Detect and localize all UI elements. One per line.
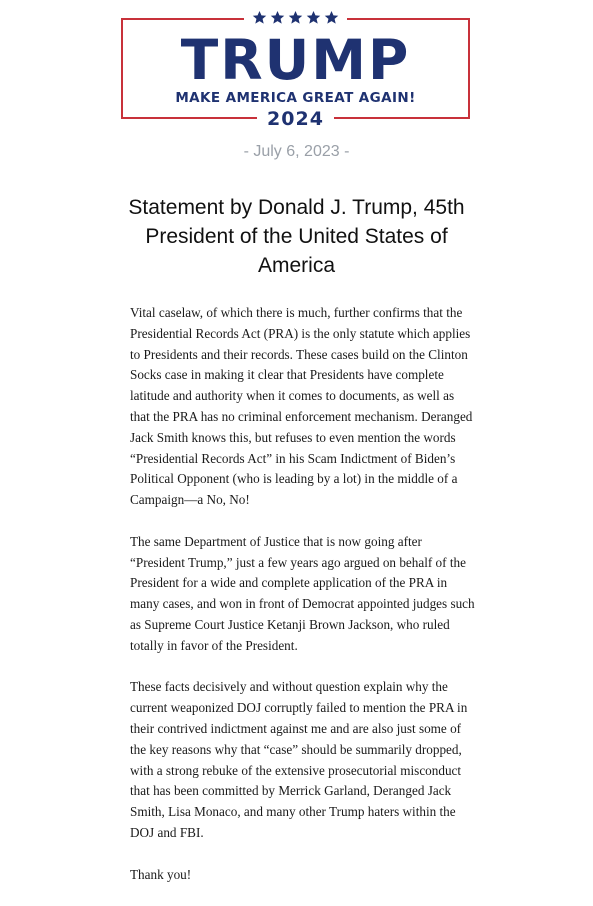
statement-title: Statement by Donald J. Trump, 45th President of the United States of America [128, 196, 465, 277]
logo-wordmark: TRUMP [180, 28, 411, 92]
paragraph: These facts decisively and without question explain why the current weaponized DOJ corruptly failed to mention the PRA in their contrived indictment against me and are also just some of the key reasons why that “case” should be summarily dropped, with a strong rebuke of the extensive prosecutorial misconduct that has been committed by Merrick Garland, Deranged Jack Smith, Lisa Monaco, and many other Trump haters within the DOJ and FBI. [130, 679, 468, 840]
paragraph: Vital caselaw, of which there is much, further confirms that the Presidential Records Act (PRA) is the only statute which applies to Presidents and their records. These cases build on the Clinton Socks case in making it clear that Presidents have complete latitude and authority when it comes to documents, as well as that the PRA has no criminal enforcement mechanism. Deranged Jack Smith knows this, but refuses to even mention the words “Presidential Records Act” in his Scam Indictment of Biden’s Political Opponent (who is leading by a lot) in the middle of a Campaign—a No, No! [130, 305, 473, 508]
paragraph: The same Department of Justice that is now going after “President Trump,” just a few years ago argued on behalf of the President for a wide and complete application of the PRA in many cases, and won in front of Democrat appointed judges such as Supreme Court Justice Ketanji Brown Jackson, who ruled totally in favor of the President. [130, 533, 475, 653]
star-icon [324, 10, 339, 25]
statement-date: - July 6, 2023 - [243, 143, 350, 160]
campaign-logo [121, 18, 470, 130]
logo-year: 2024 [257, 107, 334, 131]
stars-row [123, 10, 468, 28]
statement-body [130, 303, 475, 906]
star-icon [288, 10, 303, 25]
star-icon [306, 10, 321, 25]
star-icon [252, 10, 267, 25]
logo-slogan: MAKE AMERICA GREAT AGAIN! [175, 90, 416, 106]
star-icon [270, 10, 285, 25]
closing-line: Thank you! [130, 866, 192, 882]
